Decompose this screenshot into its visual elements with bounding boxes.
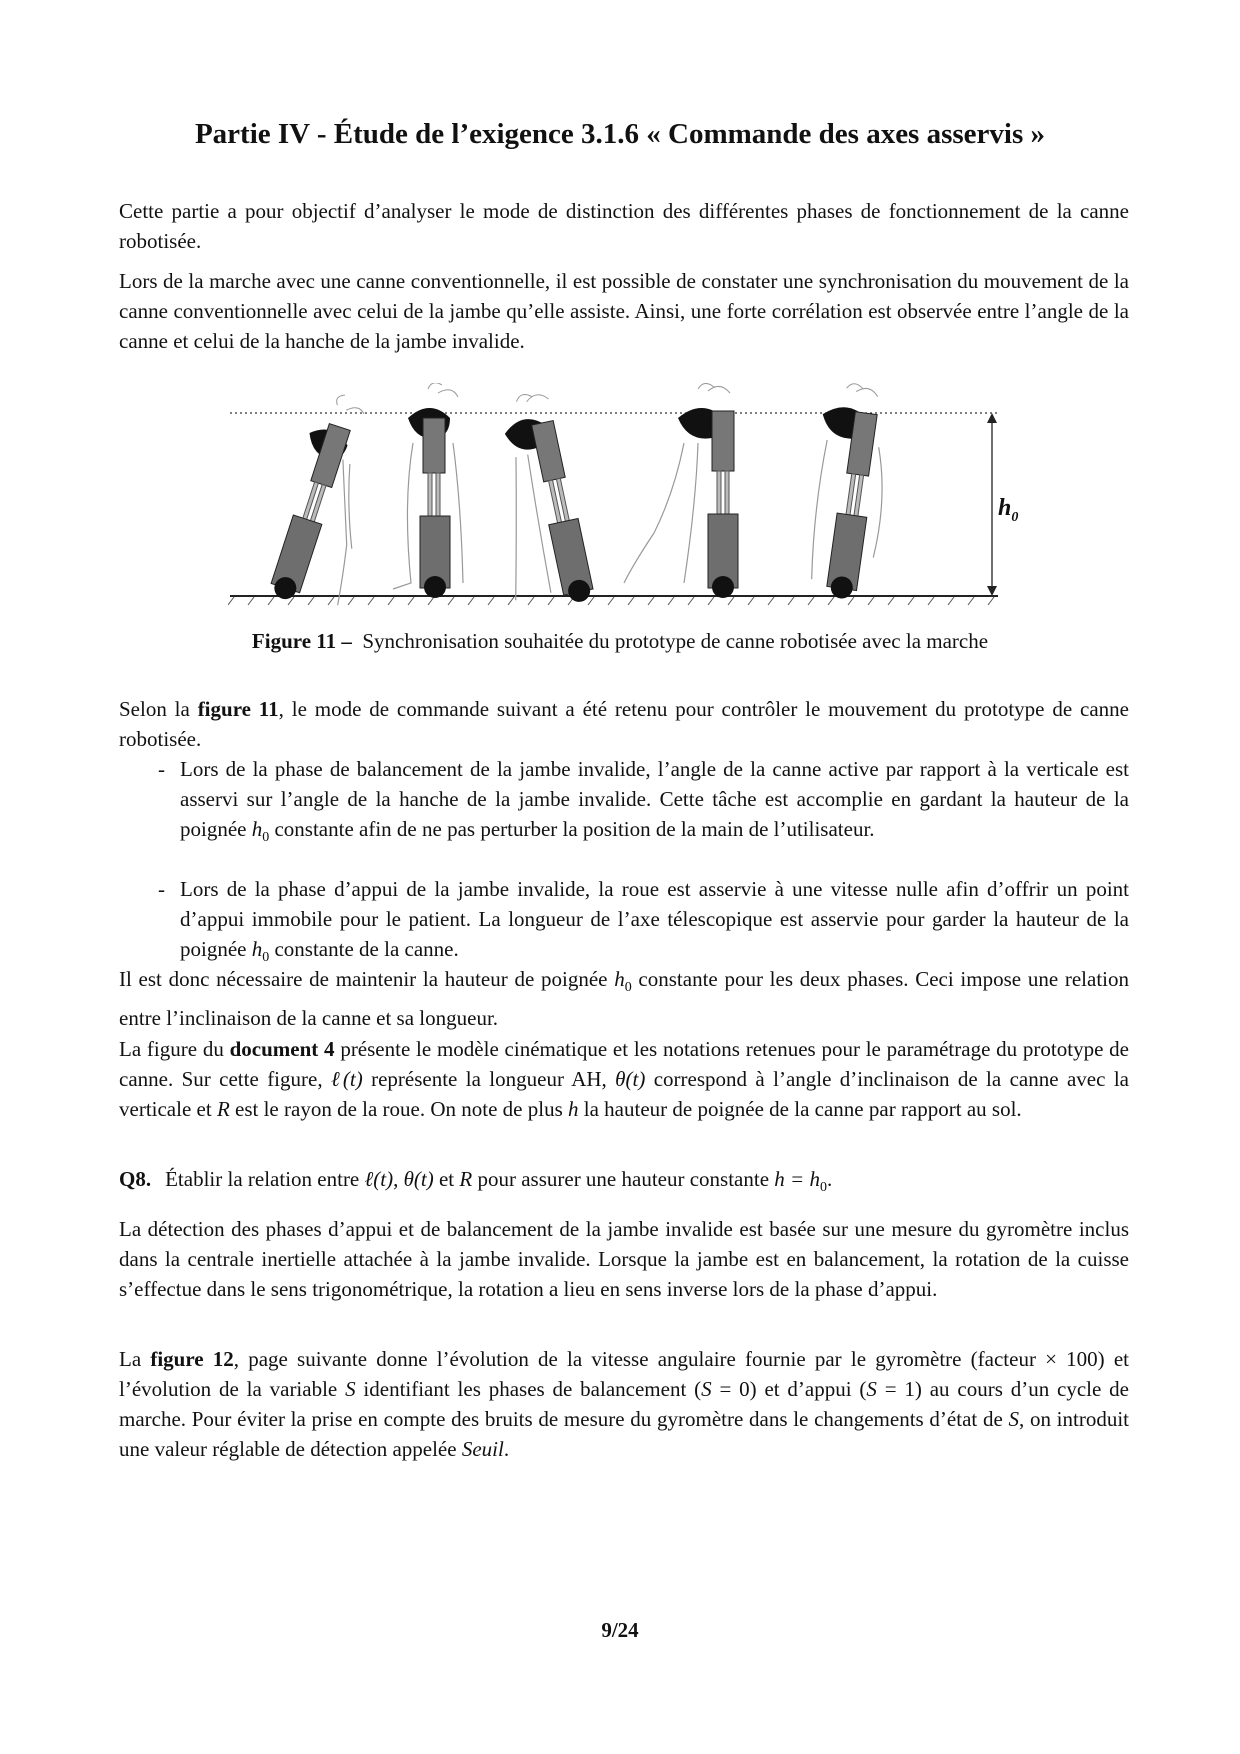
question-q8: Q8. Établir la relation entre ℓ(t), θ(t) et R pour assurer une hauteur constante $h = h_0$.	[119, 1167, 833, 1196]
list-item-stance-phase: - Lors de la phase d’appui de la jambe invalide, la roue est asservie à une vitesse nulle afin d’offrir un point d’appui immobile pour le patient. La longueur de l’axe télescopique est asservie pour garder la hauteur de la poignée $h_0$ constante de la canne.	[158, 877, 1129, 966]
section-title: Partie IV - Étude de l’exigence 3.1.6 « Commande des axes asservis »	[194, 118, 1046, 150]
walking-posture-4	[624, 383, 738, 598]
question-q8-label: Q8.	[119, 1167, 152, 1191]
paragraph-figure-12: La figure 12, page suivante donne l’évolution de la vitesse angulaire fournie par le gyromètre (facteur × 100) et l’évolution de la variable S identifiant les phases de balancement (S = 0) et d’appui (S = 1) au cours d’un cycle de marche. Pour éviter la prise en compte des bruits de mesure du gyromètre dans le changements d’état de S, on introduit une valeur réglable de détection appelée Seuil.	[119, 1347, 1129, 1461]
figure-11-caption	[0, 629, 1240, 654]
paragraph-document-4: La figure du document 4 présente le modèle cinématique et les notations retenues pour le paramétrage du prototype de canne. Sur cette figure, ℓ(t) représente la longueur AH, θ(t) correspond à l’angle d’inclinaison de la canne avec la verticale et R est le rayon de la roue. On note de plus h la hauteur de poignée de la canne par rapport au sol.	[119, 1037, 1130, 1121]
walking-posture-1	[258, 388, 400, 613]
walking-posture-3	[474, 389, 595, 613]
figure-11-illustration	[228, 383, 1018, 613]
figure-11-caption-text: Synchronisation souhaitée du prototype de canne robotisée avec la marche	[362, 629, 989, 653]
figure-11	[228, 383, 1018, 613]
paragraph-synchronisation: Lors de la marche avec une canne conventionnelle, il est possible de constater une synchronisation du mouvement de la canne conventionnelle avec celui de la jambe qu’elle assiste. Ainsi, une forte corrélation est observée entre l’angle de la canne et celui de la hanche de la jambe invalide.	[119, 269, 1129, 353]
paragraph-gyrometer: La détection des phases d’appui et de balancement de la jambe invalide est basée sur une mesure du gyromètre inclus dans la centrale inertielle attachée à la jambe invalide. Lorsque la jambe est en balancement, la rotation de la cuisse s’effectue dans le sens trigonométrique, la rotation a lieu en sens inverse lors de la phase d’appui.	[119, 1217, 1129, 1301]
figure-11-caption-label: Figure 11 –	[251, 629, 352, 653]
paragraph-constant-height: Il est donc nécessaire de maintenir la hauteur de poignée $h_0$ constante pour les deux phases. Ceci impose une relation entre l’inclinaison de la canne et sa longueur.	[119, 967, 1129, 1031]
page-number: 9/24	[601, 1618, 639, 1642]
list-item-swing-phase: - Lors de la phase de balancement de la jambe invalide, l’angle de la canne active par rapport à la verticale est asservi sur l’angle de la hanche de la jambe invalide. Cette tâche est accomplie en gardant la hauteur de la poignée $h_0$ constante afin de ne pas perturber la position de la main de l’utilisateur.	[158, 757, 1129, 846]
walking-posture-5	[798, 383, 899, 602]
paragraph-command-mode: Selon la figure 11, le mode de commande suivant a été retenu pour contrôler le mouvement du prototype de canne robotisée.	[119, 697, 1129, 751]
h0-arrow-top-icon	[987, 413, 997, 423]
h0-arrow-bottom-icon	[987, 586, 997, 596]
h0-label: $h_0$	[998, 495, 1019, 525]
walking-posture-2	[393, 383, 463, 598]
paragraph-intro: Cette partie a pour objectif d’analyser le mode de distinction des différentes phases de fonctionnement de la canne robotisée.	[119, 199, 1129, 253]
